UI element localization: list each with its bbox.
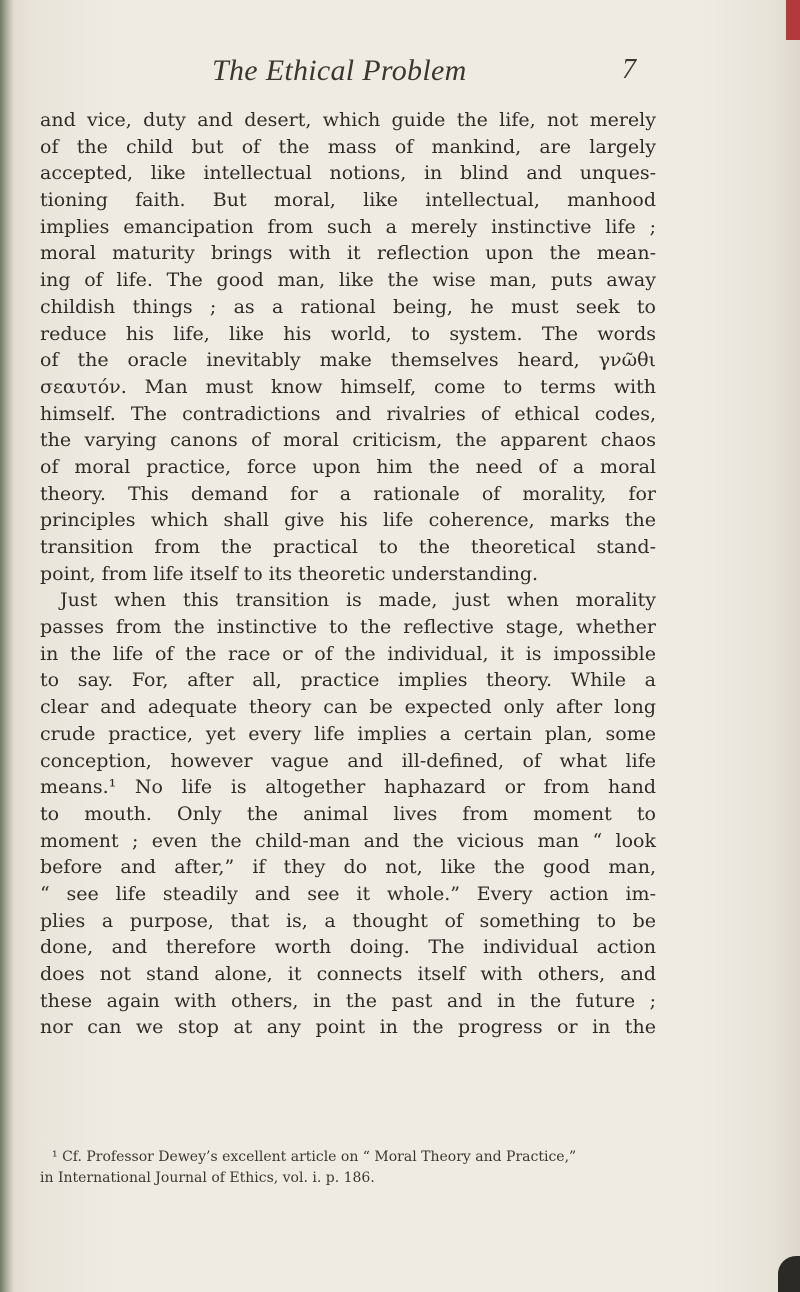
text-line: passes from the instinctive to the reflective stage, whether bbox=[40, 616, 656, 639]
text-line: σεαυτόν. Man must know himself, come to terms with bbox=[40, 375, 656, 398]
text-line: himself. The contradictions and rivalries of ethical codes, bbox=[40, 402, 656, 425]
text-line: point, from life itself to its theoretic understanding. bbox=[40, 562, 539, 585]
footnote bbox=[40, 1147, 656, 1189]
text-line: plies a purpose, that is, a thought of something to be bbox=[40, 909, 656, 932]
text-line: nor can we stop at any point in the progress or in the bbox=[40, 1016, 656, 1039]
text-line: in the life of the race or of the individual, it is impossible bbox=[40, 642, 656, 665]
text-line: of the child but of the mass of mankind, are largely bbox=[40, 135, 656, 158]
text-line: conception, however vague and ill-defined, of what life bbox=[40, 749, 656, 772]
body-text bbox=[40, 107, 656, 1041]
text-line: of the oracle inevitably make themselves heard, γνῶθι bbox=[40, 349, 656, 372]
text-line: moral maturity brings with it reflection upon the mean- bbox=[40, 242, 656, 265]
text-line: the varying canons of moral criticism, the apparent chaos bbox=[40, 429, 656, 452]
text-line: tioning faith. But moral, like intellectual, manhood bbox=[40, 189, 656, 212]
binding-edge bbox=[0, 0, 14, 1292]
text-line: does not stand alone, it connects itself with others, and bbox=[40, 963, 656, 985]
text-line: childish things ; as a rational being, he must seek to bbox=[40, 295, 656, 318]
text-line: to say. For, after all, practice implies theory. While a bbox=[40, 669, 656, 692]
running-head bbox=[0, 54, 800, 90]
text-line: moment ; even the child-man and the vicious man “ look bbox=[40, 829, 656, 852]
text-line: implies emancipation from such a merely instinctive life ; bbox=[40, 215, 656, 238]
text-line: and vice, duty and desert, which guide the life, not merely bbox=[40, 109, 656, 131]
text-line: to mouth. Only the animal lives from moment to bbox=[40, 802, 656, 825]
footnote-line: in International Journal of Ethics, vol. i. p. 186. bbox=[40, 1170, 375, 1186]
text-line: “ see life steadily and see it whole.” Every action im- bbox=[40, 882, 656, 905]
text-line: means.¹ No life is altogether haphazard or from hand bbox=[40, 776, 656, 799]
text-line: accepted, like intellectual notions, in blind and unques- bbox=[40, 162, 656, 185]
text-line: these again with others, in the past and in the future ; bbox=[40, 989, 656, 1012]
text-line: reduce his life, like his world, to system. The words bbox=[40, 322, 656, 345]
text-line: clear and adequate theory can be expected only after long bbox=[40, 696, 656, 719]
page-number: 7 bbox=[622, 54, 636, 85]
text-line: done, and therefore worth doing. The individual action bbox=[40, 936, 656, 959]
text-line: transition from the practical to the theoretical stand- bbox=[40, 536, 656, 558]
page-corner-shadow bbox=[778, 1256, 800, 1292]
text-line: of moral practice, force upon him the need of a moral bbox=[40, 455, 656, 478]
text-line: theory. This demand for a rationale of morality, for bbox=[40, 482, 656, 505]
text-line: before and after,” if they do not, like the good man, bbox=[40, 856, 656, 879]
page-title: The Ethical Problem bbox=[212, 54, 467, 87]
text-line: principles which shall give his life coherence, marks the bbox=[40, 509, 656, 532]
text-line: crude practice, yet every life implies a certain plan, some bbox=[40, 722, 656, 745]
footnote-line: ¹ Cf. Professor Dewey’s excellent article on “ Moral Theory and Practice,” bbox=[52, 1149, 577, 1165]
text-line: ing of life. The good man, like the wise man, puts away bbox=[40, 269, 656, 292]
paragraph-start: Just when this transition is made, just when morality bbox=[60, 589, 656, 612]
page-tab-marker bbox=[786, 0, 800, 40]
